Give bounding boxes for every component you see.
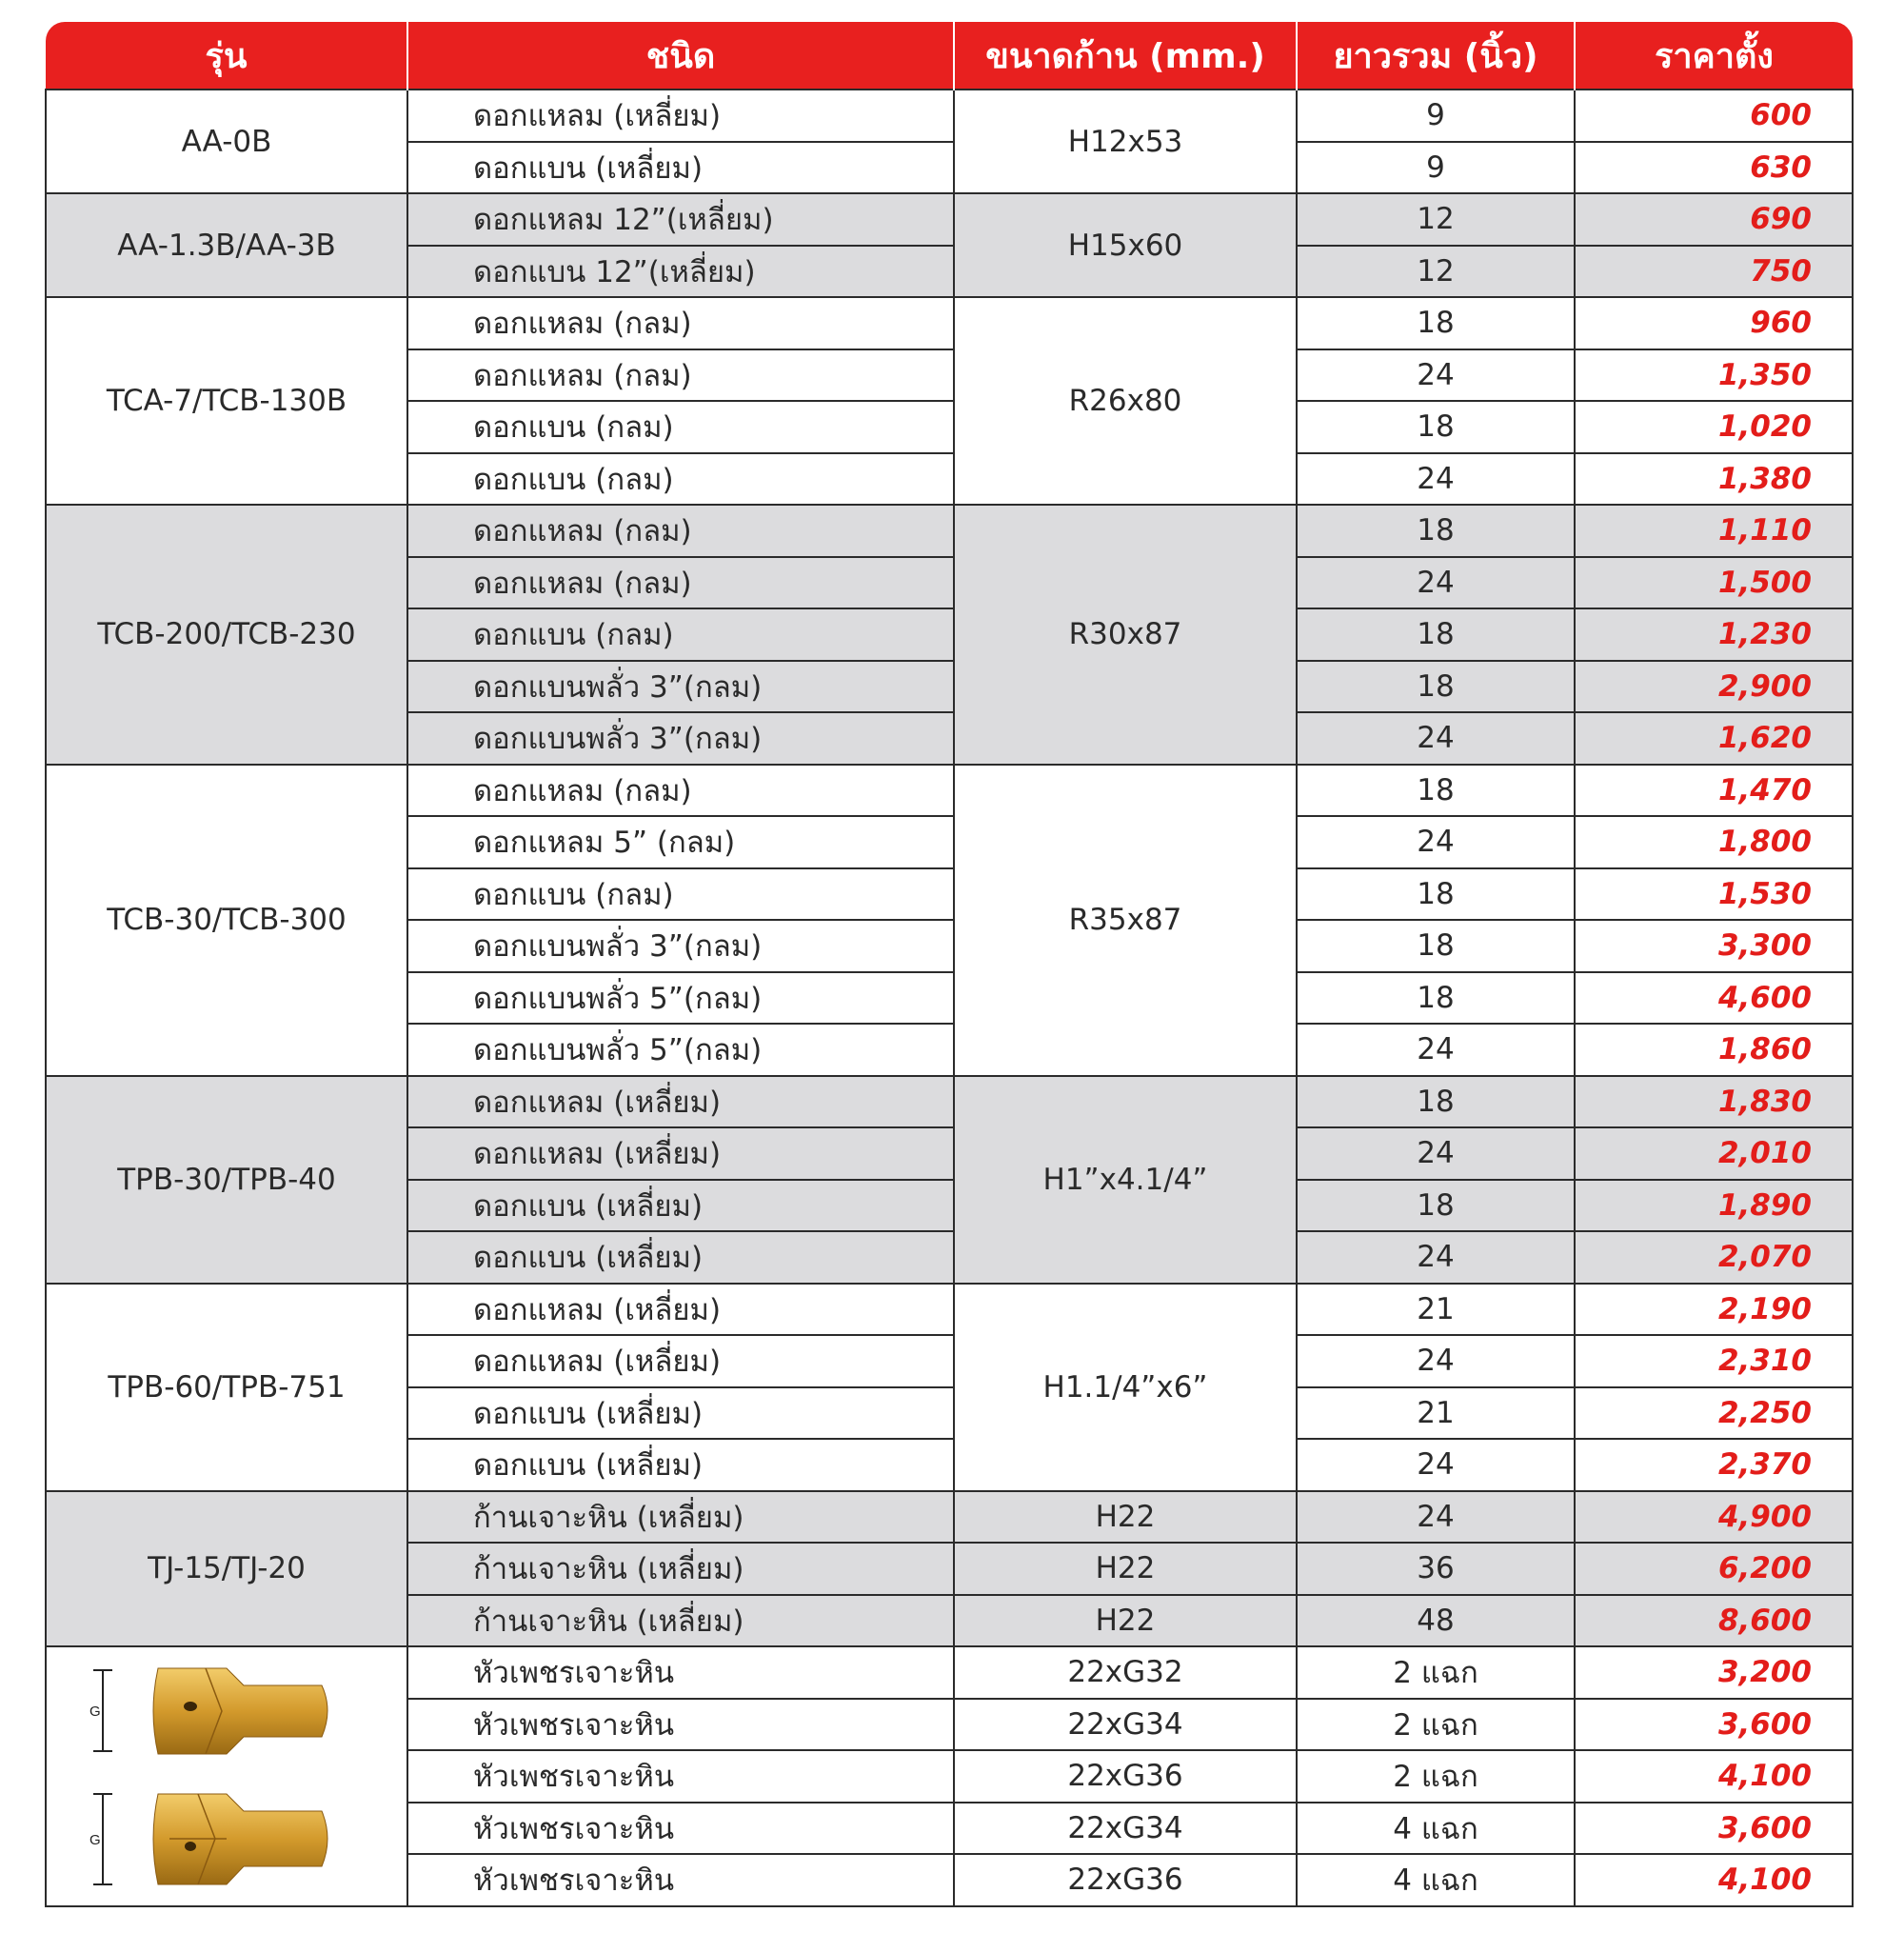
price-cell: 4,900: [1575, 1491, 1853, 1544]
length-cell: 9: [1297, 142, 1575, 194]
length-cell: 12: [1297, 193, 1575, 246]
type-cell: ดอกแบน (เหลี่ยม): [407, 1439, 954, 1491]
shank-size-cell: 22xG36: [954, 1854, 1297, 1906]
price-cell: 2,370: [1575, 1439, 1853, 1491]
header-type: ชนิด: [407, 22, 954, 90]
table-row: [46, 765, 1853, 817]
price-cell: 2,010: [1575, 1127, 1853, 1180]
price-cell: 1,380: [1575, 453, 1853, 506]
type-cell: ดอกแหลม (กลม): [407, 297, 954, 349]
price-cell: 1,830: [1575, 1076, 1853, 1128]
price-cell: 2,310: [1575, 1335, 1853, 1387]
type-cell: ดอกแหลม (กลม): [407, 505, 954, 557]
price-cell: 1,800: [1575, 816, 1853, 868]
price-cell: 1,110: [1575, 505, 1853, 557]
type-cell: หัวเพชรเจาะหิน: [407, 1854, 954, 1906]
table-row: [46, 90, 1853, 142]
price-cell: 4,100: [1575, 1854, 1853, 1906]
price-cell: 2,900: [1575, 661, 1853, 713]
type-cell: หัวเพชรเจาะหิน: [407, 1699, 954, 1751]
header-shank-size: ขนาดก้าน (mm.): [954, 22, 1297, 90]
type-cell: ดอกแบน 12”(เหลี่ยม): [407, 246, 954, 298]
model-cell: TJ-15/TJ-20: [46, 1491, 407, 1647]
table-row: [46, 193, 1853, 246]
shank-size-cell: R35x87: [954, 765, 1297, 1076]
type-cell: ดอกแหลม (เหลี่ยม): [407, 1076, 954, 1128]
type-cell: หัวเพชรเจาะหิน: [407, 1803, 954, 1855]
price-list: [45, 22, 1852, 1907]
type-cell: หัวเพชรเจาะหิน: [407, 1646, 954, 1699]
length-cell: 18: [1297, 608, 1575, 661]
length-cell: 36: [1297, 1543, 1575, 1595]
length-cell: 24: [1297, 816, 1575, 868]
price-cell: 3,600: [1575, 1803, 1853, 1855]
length-cell: 2 แฉก: [1297, 1750, 1575, 1803]
model-cell: TPB-60/TPB-751: [46, 1284, 407, 1491]
drill-bit-illustration: [46, 1646, 407, 1906]
type-cell: ดอกแหลม 5” (กลม): [407, 816, 954, 868]
table-row: [46, 297, 1853, 349]
price-cell: 1,470: [1575, 765, 1853, 817]
model-cell: TCB-30/TCB-300: [46, 765, 407, 1076]
type-cell: ดอกแบนพลั่ว 5”(กลม): [407, 1024, 954, 1076]
type-cell: ดอกแบนพลั่ว 5”(กลม): [407, 972, 954, 1025]
g-dimension-label: G: [89, 1832, 101, 1849]
length-cell: 24: [1297, 349, 1575, 402]
four-wing-bit-icon: [93, 1794, 327, 1884]
length-cell: 18: [1297, 920, 1575, 972]
table-row: [46, 1284, 1853, 1336]
price-cell: 3,300: [1575, 920, 1853, 972]
length-cell: 24: [1297, 1024, 1575, 1076]
drill-bit-icons: [84, 1651, 369, 1901]
length-cell: 48: [1297, 1595, 1575, 1647]
model-cell: TPB-30/TPB-40: [46, 1076, 407, 1284]
price-cell: 960: [1575, 297, 1853, 349]
type-cell: ดอกแหลม (กลม): [407, 557, 954, 609]
type-cell: ดอกแบน (เหลี่ยม): [407, 1231, 954, 1284]
type-cell: ดอกแหลม (เหลี่ยม): [407, 1284, 954, 1336]
price-cell: 1,020: [1575, 401, 1853, 453]
type-cell: ดอกแบน (กลม): [407, 453, 954, 506]
price-cell: 1,350: [1575, 349, 1853, 402]
type-cell: หัวเพชรเจาะหิน: [407, 1750, 954, 1803]
length-cell: 12: [1297, 246, 1575, 298]
length-cell: 9: [1297, 90, 1575, 142]
shank-size-cell: 22xG32: [954, 1646, 1297, 1699]
shank-size-cell: H1”x4.1/4”: [954, 1076, 1297, 1284]
model-cell: TCB-200/TCB-230: [46, 505, 407, 765]
table-row: [46, 1646, 1853, 1699]
length-cell: 18: [1297, 868, 1575, 921]
length-cell: 24: [1297, 557, 1575, 609]
price-cell: 4,600: [1575, 972, 1853, 1025]
type-cell: ดอกแหลม (เหลี่ยม): [407, 90, 954, 142]
price-cell: 630: [1575, 142, 1853, 194]
table-body: [46, 90, 1853, 1906]
shank-size-cell: H1.1/4”x6”: [954, 1284, 1297, 1491]
price-cell: 750: [1575, 246, 1853, 298]
length-cell: 24: [1297, 1491, 1575, 1544]
length-cell: 18: [1297, 765, 1575, 817]
length-cell: 4 แฉก: [1297, 1803, 1575, 1855]
type-cell: ก้านเจาะหิน (เหลี่ยม): [407, 1595, 954, 1647]
shank-size-cell: H22: [954, 1595, 1297, 1647]
length-cell: 24: [1297, 1231, 1575, 1284]
type-cell: ดอกแหลม 12”(เหลี่ยม): [407, 193, 954, 246]
price-cell: 6,200: [1575, 1543, 1853, 1595]
price-cell: 1,890: [1575, 1180, 1853, 1232]
header-row: [46, 22, 1853, 90]
type-cell: ก้านเจาะหิน (เหลี่ยม): [407, 1491, 954, 1544]
header-total-length: ยาวรวม (นิ้ว): [1297, 22, 1575, 90]
header-model: รุ่น: [46, 22, 407, 90]
length-cell: 18: [1297, 1076, 1575, 1128]
header-list-price: ราคาตั้ง: [1575, 22, 1853, 90]
type-cell: ก้านเจาะหิน (เหลี่ยม): [407, 1543, 954, 1595]
price-cell: 1,500: [1575, 557, 1853, 609]
length-cell: 18: [1297, 505, 1575, 557]
price-cell: 4,100: [1575, 1750, 1853, 1803]
length-cell: 24: [1297, 712, 1575, 765]
price-cell: 3,600: [1575, 1699, 1853, 1751]
type-cell: ดอกแบนพลั่ว 3”(กลม): [407, 712, 954, 765]
length-cell: 2 แฉก: [1297, 1699, 1575, 1751]
shank-size-cell: H12x53: [954, 90, 1297, 193]
length-cell: 2 แฉก: [1297, 1646, 1575, 1699]
type-cell: ดอกแบน (เหลี่ยม): [407, 1387, 954, 1440]
two-wing-bit-icon: [93, 1668, 327, 1754]
length-cell: 24: [1297, 1335, 1575, 1387]
price-cell: 2,190: [1575, 1284, 1853, 1336]
type-cell: ดอกแหลม (กลม): [407, 349, 954, 402]
shank-size-cell: H22: [954, 1543, 1297, 1595]
length-cell: 18: [1297, 661, 1575, 713]
price-cell: 2,250: [1575, 1387, 1853, 1440]
length-cell: 24: [1297, 453, 1575, 506]
price-cell: 690: [1575, 193, 1853, 246]
model-cell: TCA-7/TCB-130B: [46, 297, 407, 505]
type-cell: ดอกแหลม (เหลี่ยม): [407, 1127, 954, 1180]
type-cell: ดอกแบน (กลม): [407, 608, 954, 661]
price-cell: 1,860: [1575, 1024, 1853, 1076]
length-cell: 18: [1297, 297, 1575, 349]
shank-size-cell: H22: [954, 1491, 1297, 1544]
table-row: [46, 505, 1853, 557]
type-cell: ดอกแบน (กลม): [407, 401, 954, 453]
length-cell: 18: [1297, 972, 1575, 1025]
price-table: [45, 22, 1854, 1907]
length-cell: 24: [1297, 1439, 1575, 1491]
type-cell: ดอกแบน (เหลี่ยม): [407, 142, 954, 194]
price-cell: 8,600: [1575, 1595, 1853, 1647]
price-cell: 3,200: [1575, 1646, 1853, 1699]
shank-size-cell: R30x87: [954, 505, 1297, 765]
length-cell: 24: [1297, 1127, 1575, 1180]
type-cell: ดอกแบน (เหลี่ยม): [407, 1180, 954, 1232]
price-cell: 1,530: [1575, 868, 1853, 921]
price-cell: 2,070: [1575, 1231, 1853, 1284]
model-cell: AA-1.3B/AA-3B: [46, 193, 407, 297]
shank-size-cell: 22xG34: [954, 1803, 1297, 1855]
length-cell: 21: [1297, 1387, 1575, 1440]
type-cell: ดอกแหลม (กลม): [407, 765, 954, 817]
type-cell: ดอกแบนพลั่ว 3”(กลม): [407, 920, 954, 972]
price-cell: 600: [1575, 90, 1853, 142]
type-cell: ดอกแหลม (เหลี่ยม): [407, 1335, 954, 1387]
shank-size-cell: R26x80: [954, 297, 1297, 505]
price-cell: 1,230: [1575, 608, 1853, 661]
length-cell: 21: [1297, 1284, 1575, 1336]
price-cell: 1,620: [1575, 712, 1853, 765]
shank-size-cell: 22xG34: [954, 1699, 1297, 1751]
table-row: [46, 1076, 1853, 1128]
model-cell: AA-0B: [46, 90, 407, 193]
g-dimension-label: G: [89, 1704, 101, 1721]
type-cell: ดอกแบน (กลม): [407, 868, 954, 921]
length-cell: 18: [1297, 401, 1575, 453]
length-cell: 18: [1297, 1180, 1575, 1232]
shank-size-cell: H15x60: [954, 193, 1297, 297]
length-cell: 4 แฉก: [1297, 1854, 1575, 1906]
type-cell: ดอกแบนพลั่ว 3”(กลม): [407, 661, 954, 713]
table-row: [46, 1491, 1853, 1544]
shank-size-cell: 22xG36: [954, 1750, 1297, 1803]
